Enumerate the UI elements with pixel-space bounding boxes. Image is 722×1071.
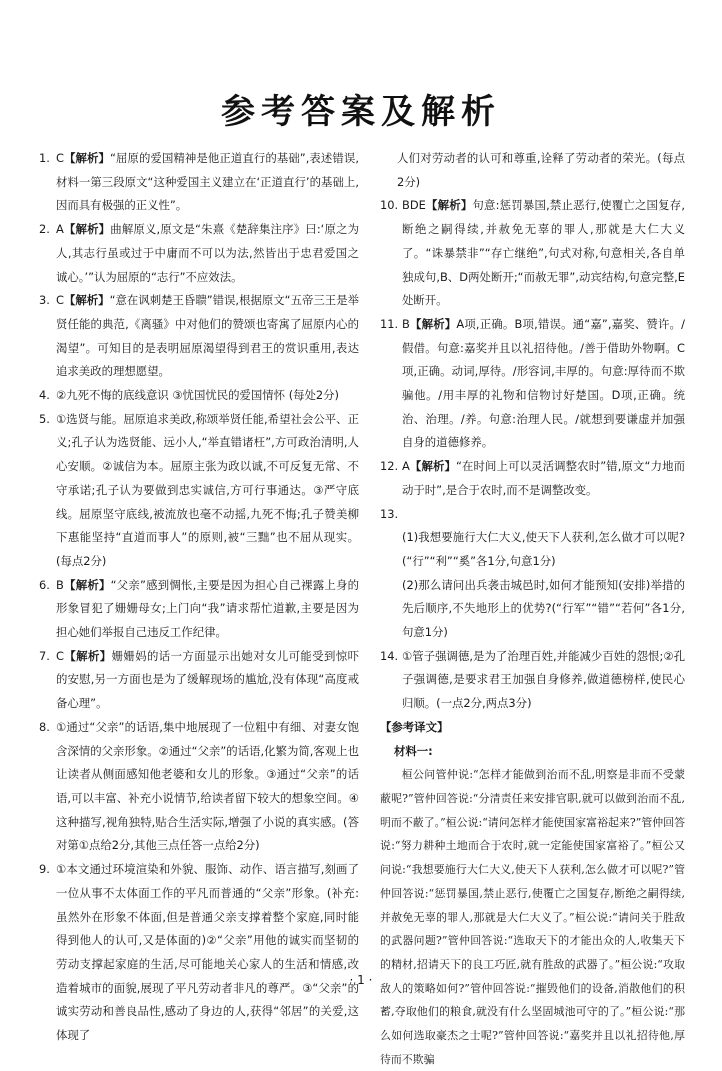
item-number: 1. [39,151,50,165]
item-answer: A [56,222,64,237]
page-title: 参考答案及解析 [221,92,501,132]
material-heading: 材料一: [394,743,433,758]
analysis-tag: 【解析】 [63,222,111,237]
answer-item-6 [39,574,359,645]
item-number: 13. [380,506,399,521]
item-answer: A [402,459,410,474]
analysis-tag: 【解析】 [409,316,457,331]
item-answer: C [56,293,64,308]
item-text: ②九死不悔的底线意识 ③忧国忧民的爱国情怀 (每处2分) [56,388,340,403]
item-number: 12. [380,459,399,474]
item-number: 3. [39,293,50,308]
analysis-tag: 【解析】 [63,648,112,663]
item-text: 曲解原义,原文是“朱熹《楚辞集注序》曰:‘原之为人,其志行虽或过于中庸而不可以为法,然皆出于忠君爱国之诚心。’”认为屈原的“志行”不应效法。 [56,222,359,284]
item-answer: B [56,577,64,592]
item-answer: C [56,648,64,663]
item-answer: BDE [402,198,426,213]
answer-item-14 [380,645,685,716]
item-text: “在时间上可以灵活调整农时”错,原文“力地而动于时”,是合于农时,而不是调整改变。 [402,459,685,497]
item-number: 5. [39,411,50,426]
page-number: · 1 · [349,973,373,987]
left-column [39,147,359,1048]
item-text: “屈原的爱国精神是他正道直行的基础”,表述错误,材料一第三段原文“这种爱国主义建立在‘正道直行’的基础上,因而具有极强的正义性”。 [56,151,359,213]
answer-item-13 [380,503,685,645]
item-text: 人们对劳动者的认可和尊重,诠释了劳动者的荣光。(每点2分) [397,151,685,189]
answer-item-5 [39,408,359,574]
answer-item-4 [39,384,359,408]
item-number: 4. [39,388,50,403]
item-text: (1)我想要施行大仁大义,使天下人获利,怎么做才可以呢?(“行”“利”“奚”各1分,句意1分) (2)那么请问出兵袭击城邑时,如何才能预知(安排)举措的先后顺序,不失地形上的优势?(“行军”“错”“若何”各1分,句意1分) [402,530,685,640]
item-number: 9. [39,862,50,877]
item-text: ①通过“父亲”的话语,集中地展现了一位粗中有细、对妻女饱含深情的父亲形象。②通过“父亲”的话语,化繁为简,客观上也让读者从侧面感知他老婆和女儿的形象。③通过“父亲”的话语,可以丰富、补充小说情节,给读者留下较大的想象空间。④这种描写,视角独特,贴合生活实际,增强了小说的真实感。(答对第①点给2分,其他三点任答一点给2分) [56,719,359,853]
right-column [380,147,685,1071]
item-text: A项,正确。B项,错误。通“嘉”,嘉奖、赞许。/假借。句意:嘉奖并且以礼招待他。/善于借助外物啊。C项,正确。动词,厚待。/形容词,丰厚的。句意:厚待而不欺骗他。/用丰厚的礼物和信物讨好楚国。D项,正确。统治、治理。/养。句意:治理人民。/就想到要谦虚并加强自身的道德修养。 [402,316,685,450]
item-text: 句意:惩罚暴国,禁止恶行,使覆亡之国复存,断绝之嗣得续,并赦免无辜的罪人,那就是大仁大义了。“诛暴禁非”“存亡继绝”,句式对称,句意相关,各自单独成句,B、D两处断开;“而赦无罪”,动宾结构,句意完整,E处断开。 [402,198,685,308]
item-number: 14. [380,648,399,663]
answer-item-9-continued [380,147,685,194]
analysis-tag: 【解析】 [63,577,111,592]
answer-item-2 [39,218,359,289]
analysis-tag: 【解析】 [63,151,111,165]
item-number: 8. [39,719,50,734]
item-answer: B [402,316,410,331]
item-number: 7. [39,648,50,663]
answer-item-11 [380,313,685,455]
answer-item-9 [39,858,359,1048]
item-text: ①选贤与能。屈原追求美政,称颂举贤任能,希望社会公平、正义;孔子认为选贤能、远小人,“举直错诸枉”,方可政治清明,人心安顺。②诚信为本。屈原主张为政以诚,不可反复无常、不守承诺;孔子认为要做到忠实诚信,方可行事通达。③严守底线。屈原坚守底线,被流放也毫不动摇,九死不悔;孔子赞美柳下惠能坚持“直道而事人”的原则,被“三黜”也不屈从现实。(每点2分) [56,411,359,568]
item-number: 10. [380,198,399,213]
item-number: 2. [39,222,50,237]
analysis-tag: 【解析】 [409,459,456,474]
item-answer: C [56,151,64,165]
item-number: 11. [380,316,399,331]
analysis-tag: 【解析】 [425,198,473,213]
reference-translation-heading: 【参考译文】 [380,719,449,734]
item-text: 姗姗妈的话一方面显示出她对女儿可能受到惊吓的安慰,另一方面也是为了缓解现场的尴尬,没有体现“高度戒备心理”。 [56,648,359,711]
item-text: “父亲”感到惆怅,主要是因为担心自己裸露上身的形象冒犯了姗姗母女;上门向“我”请求帮忙道歉,主要是因为担心她们举报自己违反工作纪律。 [56,577,359,640]
item-number: 6. [39,577,50,592]
item-text: ①本文通过环境渲染和外貌、服饰、动作、语言描写,刻画了一位从事不太体面工作的平凡而普通的“父亲”形象。(补充:虽然外在形象不体面,但是普通父亲支撑着整个家庭,同时能得到他人的认可,又是体面的)②“父亲”用他的诚实而坚韧的劳动支撑起家庭的生活,尽可能地关心家人的生活和情感,改造着城市的面貌,展现了平凡劳动者非凡的尊严。③“父亲”的诚实劳动和善良品性,感动了身边的人,获得“邻居”的关爱,这体现了 [56,862,359,1043]
item-text: “意在讽刺楚王昏聩”错误,根据原文“五帝三王是举贤任能的典范,《离骚》中对他们的赞颂也寄寓了屈原内心的渴望”。可知目的是表明屈原渴望得到君王的赏识重用,表达追求美政的理想愿望。 [56,293,359,379]
translation-text: 桓公问管仲说:“怎样才能做到治而不乱,明察是非而不受蒙蔽呢?”管仲回答说:“分清责任来安排官职,就可以做到治而不乱,明而不蔽了。”桓公说:“请问怎样才能使国家富裕起来?”管仲回答说:“努力耕种土地而合于农时,就一定能使国家富裕了。”桓公又问说:“我想要施行大仁大义,使天下人获利,怎么做才可以呢?”管仲回答说:“惩罚暴国,禁止恶行,使覆亡之国复存,断绝之嗣得续,并赦免无辜的罪人,那就是大仁大义了。”桓公说:“请问关于胜敌的武器问题?”管仲回答说:“选取天下的才能出众的人,收集天下的精材,招请天下的良工巧匠,就有胜敌的武器了。”桓公说:“攻取敌人的策略如何?”管仲回答说:“摧毁他们的设备,消散他们的积蓄,夺取他们的粮食,就没有什么坚固城池可守的了。”桓公说:“那么如何选取豪杰之士呢?”管仲回答说:“嘉奖并且以礼招待他,厚待而不欺骗 [380,768,685,1066]
answer-item-1 [39,147,359,218]
item-text: ①管子强调德,是为了治理百姓,并能减少百姓的怨恨;②孔子强调德,是要求君王加强自身修养,做道德榜样,使民心归顺。(一点2分,两点3分) [402,648,685,711]
answer-item-7 [39,645,359,716]
answer-item-3 [39,289,359,384]
answer-item-12 [380,455,685,502]
answer-item-10 [380,194,685,313]
answer-item-8 [39,716,359,858]
analysis-tag: 【解析】 [63,293,110,308]
